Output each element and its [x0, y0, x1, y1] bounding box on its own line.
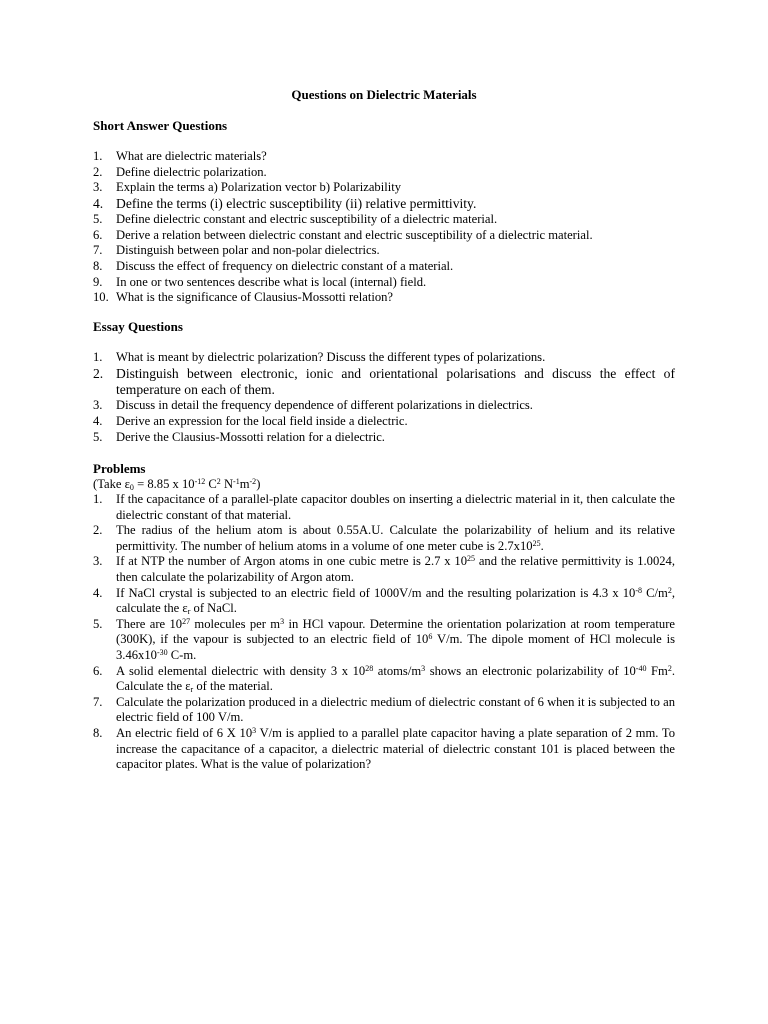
list-item: 9. In one or two sentences describe what is local (internal) field.: [93, 274, 427, 289]
list-item: 3. Explain the terms a) Polarization vector b) Polarizability: [93, 180, 402, 195]
list-item: 1. If the capacitance of a parallel-plate capacitor doubles on inserting a dielectric material in it, then calculate the dielectric constant of that material.: [93, 492, 675, 522]
essay-list: [93, 350, 675, 445]
list-item: 8. Discuss the effect of frequency on dielectric constant of a material.: [93, 258, 454, 273]
short-answer-heading: Short Answer Questions: [93, 118, 228, 133]
list-item: 5. Define dielectric constant and electric susceptibility of a dielectric material.: [93, 212, 498, 227]
list-item: 6. Derive a relation between dielectric constant and electric susceptibility of a dielectric material.: [93, 227, 593, 242]
list-item: 10. What is the significance of Clausius-Mossotti relation?: [93, 290, 394, 305]
short-answer-list: [93, 149, 675, 306]
problems-heading: Problems: [93, 461, 146, 476]
list-item: 3. If at NTP the number of Argon atoms in one cubic metre is 2.7 x $10^{25}$ and the relative permittivity is 1.0024, then calculate the polarizability of Argon atom.: [93, 554, 675, 584]
page-title: Questions on Dielectric Materials: [291, 87, 477, 102]
list-item: 2. Distinguish between electronic, ionic and orientational polarisations and discuss the effect of temperature on each of them.: [93, 365, 675, 397]
list-item: 3. Discuss in detail the frequency dependence of different polarizations in dielectrics.: [93, 398, 533, 413]
list-item: 1. What are dielectric materials?: [93, 149, 267, 163]
list-item: 7. Distinguish between polar and non-polar dielectrics.: [93, 243, 380, 258]
essay-heading: Essay Questions: [93, 319, 183, 334]
permittivity-constant: (Take $\varepsilon_0 = 8.85$ x $10^{-12}$ $C^2$ $N^{-1}m^{-2}$): [93, 477, 261, 492]
list-item: 6. A solid elemental dielectric with density 3 x $10^{28}$ atoms/$m^3$ shows an electronic polarizability of $10^{-40}$ Fm$^2$. Calculate the $\varepsilon_r$ of the material.: [93, 663, 675, 695]
list-item: 4. Derive an expression for the local field inside a dielectric.: [93, 414, 408, 428]
list-item: 8. An electric field of 6 X $10^3$ V/m is applied to a parallel plate capacitor having a plate separation of 2 mm. To increase the capacitance of a capacitor, a dielectric material of dielectric constant 101 is placed between the capacitor plates. What is the value of polarization?: [93, 725, 675, 772]
list-item: 2. The radius of the helium atom is about 0.55A.U. Calculate the polarizability of helium and its relative permittivity. The number of helium atoms in a volume of one meter cube is $2.7x10^{25}$.: [93, 523, 675, 553]
list-item: 5. There are $10^{27}$ molecules per $m^3$ in HCl vapour. Determine the orientation polarization at room temperature (300K), if the vapour is subjected to an electric field of $10^6$ V/m. The dipole moment of HCl molecule is $3.46x10^{-30}$ C-m.: [93, 616, 675, 662]
list-item: 4. If NaCl crystal is subjected to an electric field of 1000V/m and the resulting polarization is 4.3 x $10^{-8}$ $C/m^2$, calculate the $\varepsilon_r$ of NaCl.: [93, 585, 676, 617]
list-item: 1. What is meant by dielectric polarization? Discuss the different types of polarizations.: [93, 350, 546, 364]
list-item: 4. Define the terms (i) electric susceptibility (ii) relative permittivity.: [93, 195, 477, 211]
problems-list: [93, 492, 675, 773]
list-item: 2. Define dielectric polarization.: [93, 164, 267, 179]
list-item: 7. Calculate the polarization produced in a dielectric medium of dielectric constant of 6 when it is subjected to an electric field of 100 V/m.: [93, 694, 675, 725]
list-item: 5. Derive the Clausius-Mossotti relation for a dielectric.: [93, 429, 385, 444]
